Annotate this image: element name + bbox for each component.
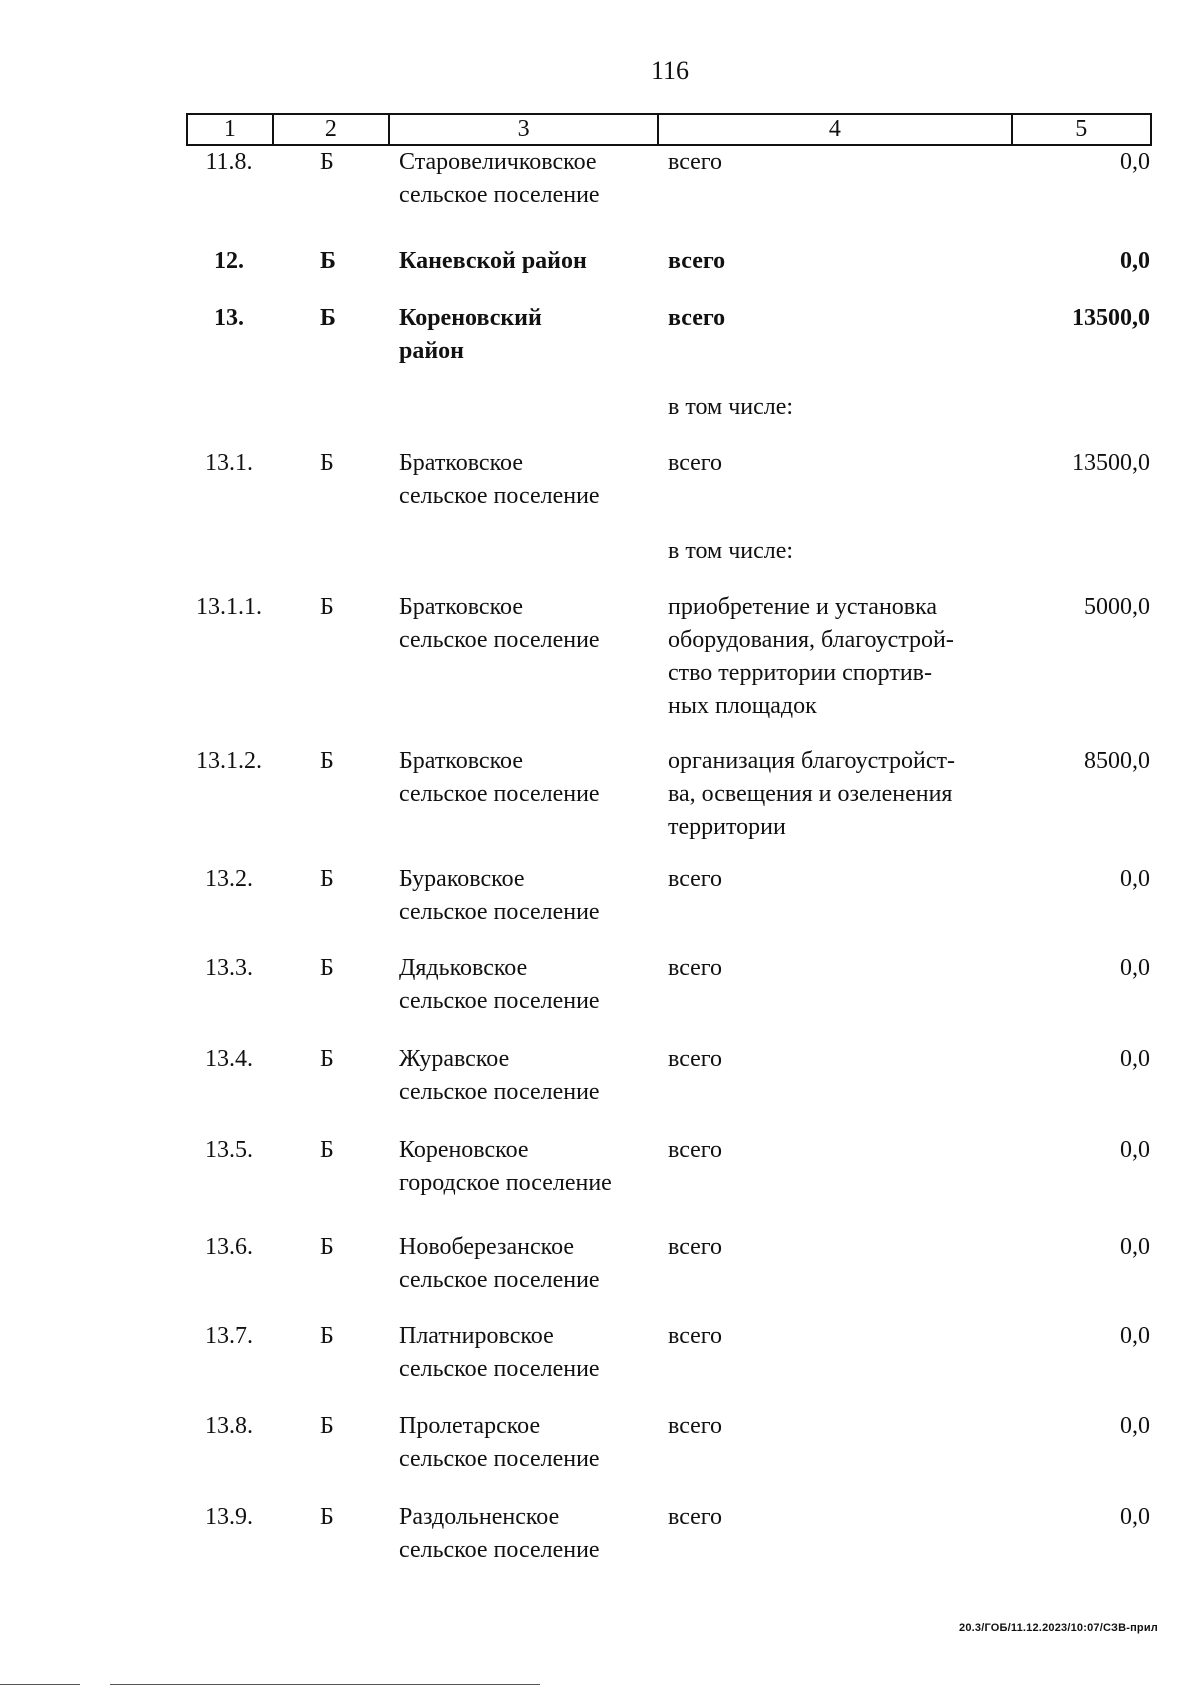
settlement-name-line: сельское поселение (399, 627, 600, 653)
settlement-name-line: Братковское (399, 594, 523, 620)
header-col-5: 5 (1075, 116, 1088, 142)
settlement-name-line: Старовеличковское (399, 149, 597, 175)
description-line: ство территории спортив- (668, 660, 932, 686)
settlement-name-line: Кореновский (399, 305, 542, 331)
table-header (186, 113, 1152, 146)
row-settlement-name (399, 1320, 659, 1386)
row-description (668, 535, 1008, 568)
row-description (668, 447, 1008, 480)
settlement-name-line: сельское поселение (399, 1267, 600, 1293)
row-amount: 13500,0 (1072, 450, 1150, 476)
row-settlement-name (399, 447, 659, 513)
settlement-name-line: Платнировское (399, 1323, 554, 1349)
settlement-name-line: сельское поселение (399, 483, 600, 509)
description-line: всего (668, 450, 723, 476)
row-number: 13.4. (205, 1046, 253, 1072)
settlement-name-line: Раздольненское (399, 1504, 560, 1530)
row-amount: 0,0 (1120, 1323, 1150, 1349)
row-type: Б (320, 450, 334, 476)
scan-artifact-line (0, 1684, 80, 1685)
header-col-4: 4 (659, 115, 1013, 144)
row-type: Б (320, 1137, 334, 1163)
settlement-name-line: сельское поселение (399, 899, 600, 925)
row-type: Б (320, 1323, 334, 1349)
row-amount: 0,0 (1120, 1413, 1150, 1439)
row-settlement-name (399, 302, 659, 368)
description-line: всего (668, 1413, 723, 1439)
settlement-name-line: Бураковское (399, 866, 525, 892)
row-settlement-name (399, 1231, 659, 1297)
settlement-name-line: сельское поселение (399, 781, 600, 807)
settlement-name-line: сельское поселение (399, 988, 600, 1014)
row-settlement-name (399, 1043, 659, 1109)
scan-artifact-line (110, 1684, 540, 1685)
row-amount: 8500,0 (1084, 748, 1150, 774)
row-amount: 13500,0 (1072, 305, 1150, 331)
row-settlement-name (399, 1410, 659, 1476)
description-line: всего (668, 866, 723, 892)
row-type: Б (320, 1504, 334, 1530)
settlement-name-line: Пролетарское (399, 1413, 541, 1439)
page-number: 116 (650, 56, 690, 85)
settlement-name-line: сельское поселение (399, 182, 600, 208)
row-number: 13.1.2. (196, 748, 262, 774)
settlement-name-line: Каневской район (399, 248, 587, 274)
row-number: 13.7. (205, 1323, 253, 1349)
row-description (668, 146, 1008, 179)
header-col-3: 3 (390, 115, 659, 144)
row-description (668, 591, 1008, 723)
description-line: оборудования, благоустрой- (668, 627, 954, 653)
row-settlement-name (399, 863, 659, 929)
row-amount: 0,0 (1120, 1137, 1150, 1163)
row-description (668, 1501, 1008, 1534)
row-settlement-name (399, 745, 659, 811)
row-type: Б (320, 305, 336, 331)
description-line: приобретение и установка (668, 594, 938, 620)
row-settlement-name (399, 245, 659, 278)
row-number: 12. (214, 248, 244, 274)
row-settlement-name (399, 591, 659, 657)
description-line: всего (668, 1137, 723, 1163)
row-description (668, 391, 1008, 424)
row-amount: 0,0 (1120, 248, 1150, 274)
row-type: Б (320, 1234, 334, 1260)
description-line: всего (668, 955, 723, 981)
row-amount: 5000,0 (1084, 594, 1150, 620)
row-description (668, 952, 1008, 985)
row-amount: 0,0 (1120, 1504, 1150, 1530)
settlement-name-line: Братковское (399, 450, 523, 476)
description-line: организация благоустройст- (668, 748, 956, 774)
row-type: Б (320, 955, 334, 981)
settlement-name-line: сельское поселение (399, 1446, 600, 1472)
row-description (668, 1231, 1008, 1264)
row-description (668, 863, 1008, 896)
description-line: территории (668, 814, 786, 840)
row-number: 13.1.1. (196, 594, 262, 620)
row-settlement-name (399, 1501, 659, 1567)
row-number: 13.2. (205, 866, 253, 892)
row-description (668, 245, 1008, 278)
description-line: всего (668, 305, 726, 331)
description-line: в том числе: (668, 394, 794, 420)
row-settlement-name (399, 146, 659, 212)
row-settlement-name (399, 952, 659, 1018)
row-description (668, 1320, 1008, 1353)
row-settlement-name (399, 1134, 659, 1200)
row-number: 13.8. (205, 1413, 253, 1439)
settlement-name-line: городское поселение (399, 1170, 612, 1196)
row-type: Б (320, 866, 334, 892)
row-type: Б (320, 1413, 334, 1439)
row-type: Б (320, 594, 334, 620)
description-line: всего (668, 149, 723, 175)
settlement-name-line: Дядьковское (399, 955, 528, 981)
row-description (668, 1410, 1008, 1443)
row-number: 13.1. (205, 450, 253, 476)
settlement-name-line: Журавское (399, 1046, 510, 1072)
row-number: 13. (214, 305, 244, 331)
header-col-1: 1 (188, 115, 274, 144)
description-line: всего (668, 1234, 723, 1260)
description-line: всего (668, 248, 726, 274)
row-description (668, 745, 1008, 844)
description-line: всего (668, 1323, 723, 1349)
description-line: ных площадок (668, 693, 817, 719)
settlement-name-line: сельское поселение (399, 1537, 600, 1563)
row-number: 13.9. (205, 1504, 253, 1530)
settlement-name-line: район (399, 338, 465, 364)
row-description (668, 302, 1008, 335)
description-line: всего (668, 1504, 723, 1530)
settlement-name-line: сельское поселение (399, 1356, 600, 1382)
description-line: всего (668, 1046, 723, 1072)
row-number: 13.3. (205, 955, 253, 981)
document-code: 20.3/ГОБ/11.12.2023/10:07/СЗВ-прил (959, 1622, 1158, 1634)
row-amount: 0,0 (1120, 149, 1150, 175)
settlement-name-line: сельское поселение (399, 1079, 600, 1105)
row-number: 11.8. (205, 149, 253, 175)
settlement-name-line: Новоберезанское (399, 1234, 575, 1260)
row-number: 13.6. (205, 1234, 253, 1260)
header-col-2: 2 (274, 115, 391, 144)
row-type: Б (320, 748, 334, 774)
settlement-name-line: Братковское (399, 748, 523, 774)
description-line: в том числе: (668, 538, 794, 564)
description-line: ва, освещения и озеленения (668, 781, 953, 807)
row-description (668, 1043, 1008, 1076)
row-number: 13.5. (205, 1137, 253, 1163)
row-amount: 0,0 (1120, 866, 1150, 892)
row-amount: 0,0 (1120, 1046, 1150, 1072)
row-description (668, 1134, 1008, 1167)
row-type: Б (320, 248, 336, 274)
row-amount: 0,0 (1120, 1234, 1150, 1260)
row-type: Б (320, 149, 334, 175)
row-type: Б (320, 1046, 334, 1072)
row-amount: 0,0 (1120, 955, 1150, 981)
settlement-name-line: Кореновское (399, 1137, 529, 1163)
